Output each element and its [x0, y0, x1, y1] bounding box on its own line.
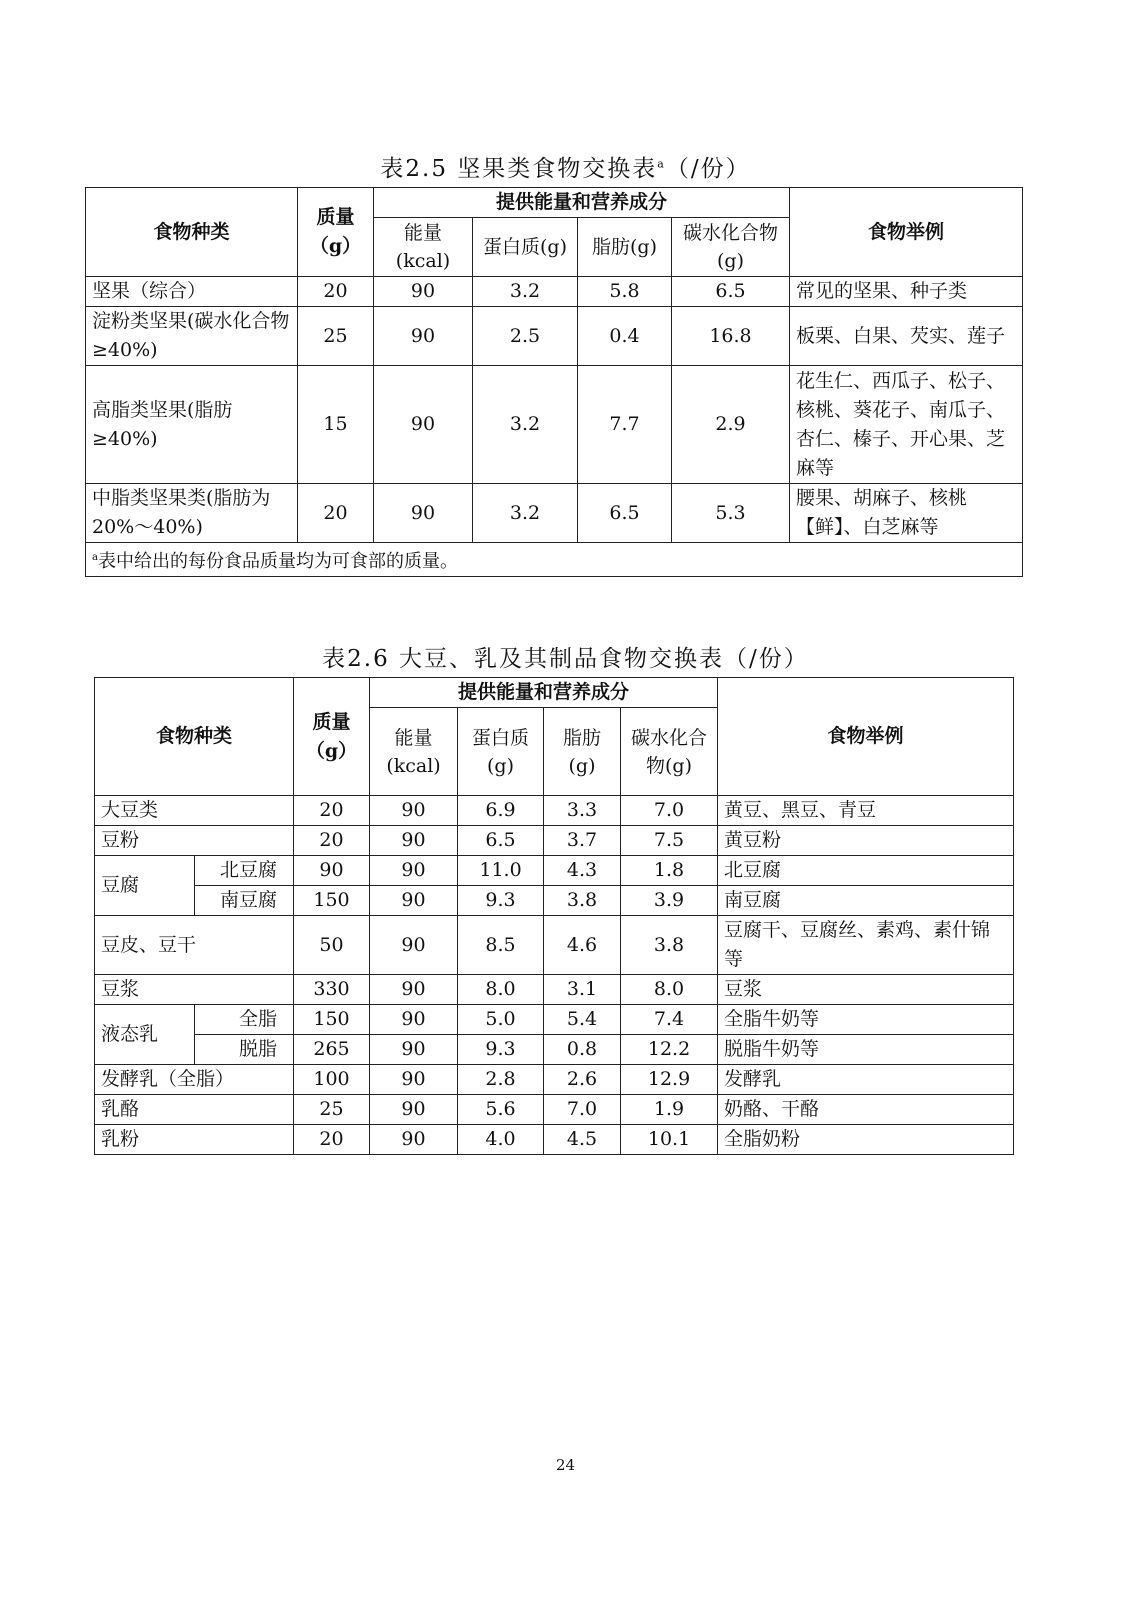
cell-protein: 6.9: [458, 796, 544, 826]
table-row: [95, 826, 1014, 856]
footnote-mark: a: [92, 552, 98, 563]
cell-food-type: 中脂类坚果类(脂肪为 20%～40%): [86, 484, 298, 543]
cell-carb: 12.2: [621, 1035, 718, 1065]
cell-mass: 20: [294, 826, 370, 856]
cell-examples: 板栗、白果、芡实、莲子: [790, 307, 1023, 366]
cell-food-subtype: 北豆腐: [195, 856, 294, 886]
table-row: [95, 856, 1014, 886]
cell-food-type: 坚果（综合）: [86, 277, 298, 307]
title-suffix: （/份）: [665, 156, 751, 182]
cell-protein: 8.5: [458, 916, 544, 975]
header-examples: 食物举例: [718, 678, 1014, 796]
header-protein: 蛋白质(g): [473, 218, 578, 277]
header-food-type: 食物种类: [86, 188, 298, 277]
cell-energy: 90: [370, 886, 458, 916]
page-number: 24: [555, 1456, 576, 1474]
footnote-text: 表中给出的每份食品质量均为可食部的质量。: [97, 551, 458, 572]
title-text: 表2.5 坚果类食物交换表: [380, 156, 658, 182]
header-food-type: 食物种类: [95, 678, 294, 796]
soy-dairy-exchange-table: [94, 677, 1014, 1155]
cell-food-type: 豆浆: [95, 975, 294, 1005]
cell-mass: 20: [294, 1125, 370, 1155]
cell-carb: 7.5: [621, 826, 718, 856]
cell-carb: 1.8: [621, 856, 718, 886]
cell-protein: 4.0: [458, 1125, 544, 1155]
cell-energy: 90: [370, 916, 458, 975]
cell-food-type: 豆粉: [95, 826, 294, 856]
cell-examples: 常见的坚果、种子类: [790, 277, 1023, 307]
cell-protein: 9.3: [458, 886, 544, 916]
cell-protein: 2.8: [458, 1065, 544, 1095]
table-row: [86, 484, 1023, 543]
cell-food-subtype: 全脂: [195, 1005, 294, 1035]
table-row: [95, 975, 1014, 1005]
cell-mass: 20: [298, 277, 374, 307]
cell-protein: 3.2: [473, 366, 578, 484]
cell-fat: 7.0: [544, 1095, 621, 1125]
title-footnote-mark: a: [657, 157, 666, 171]
cell-food-type: 乳酪: [95, 1095, 294, 1125]
cell-energy: 90: [370, 1125, 458, 1155]
table-row: [95, 886, 1014, 916]
cell-examples: 黄豆粉: [718, 826, 1014, 856]
table-row: [95, 1035, 1014, 1065]
cell-mass: 15: [298, 366, 374, 484]
cell-food-type: 大豆类: [95, 796, 294, 826]
cell-mass: 150: [294, 886, 370, 916]
cell-energy: 90: [374, 307, 473, 366]
cell-energy: 90: [370, 1095, 458, 1125]
cell-energy: 90: [370, 1005, 458, 1035]
cell-fat: 4.3: [544, 856, 621, 886]
table-2-5-title: [0, 150, 1131, 183]
cell-fat: 3.7: [544, 826, 621, 856]
header-carb: 碳水化合物(g): [672, 218, 790, 277]
cell-carb: 3.8: [621, 916, 718, 975]
cell-carb: 12.9: [621, 1065, 718, 1095]
cell-fat: 3.1: [544, 975, 621, 1005]
header-fat: 脂肪(g): [544, 708, 621, 796]
header-nutrients-group: 提供能量和营养成分: [370, 678, 718, 708]
header-energy: 能量(kcal): [370, 708, 458, 796]
table-2-6-title: 表2.6 大豆、乳及其制品食物交换表（/份）: [322, 646, 809, 672]
cell-carb: 2.9: [672, 366, 790, 484]
cell-mass: 330: [294, 975, 370, 1005]
cell-fat: 0.4: [578, 307, 672, 366]
header-examples: 食物举例: [790, 188, 1023, 277]
header-energy: 能量(kcal): [374, 218, 473, 277]
cell-mass: 90: [294, 856, 370, 886]
cell-fat: 3.8: [544, 886, 621, 916]
cell-examples: 花生仁、西瓜子、松子、核桃、葵花子、南瓜子、杏仁、榛子、开心果、芝麻等: [790, 366, 1023, 484]
cell-examples: 南豆腐: [718, 886, 1014, 916]
cell-carb: 16.8: [672, 307, 790, 366]
cell-mass: 100: [294, 1065, 370, 1095]
cell-examples: 脱脂牛奶等: [718, 1035, 1014, 1065]
table-row: [95, 1065, 1014, 1095]
cell-protein: 3.2: [473, 277, 578, 307]
cell-food-type: 乳粉: [95, 1125, 294, 1155]
table-row: [86, 366, 1023, 484]
cell-protein: 9.3: [458, 1035, 544, 1065]
cell-carb: 7.4: [621, 1005, 718, 1035]
cell-energy: 90: [370, 856, 458, 886]
cell-energy: 90: [370, 975, 458, 1005]
cell-energy: 90: [374, 277, 473, 307]
cell-fat: 0.8: [544, 1035, 621, 1065]
cell-energy: 90: [370, 1035, 458, 1065]
cell-protein: 6.5: [458, 826, 544, 856]
cell-energy: 90: [374, 484, 473, 543]
cell-energy: 90: [370, 826, 458, 856]
cell-food-type: 发酵乳（全脂）: [95, 1065, 294, 1095]
cell-carb: 6.5: [672, 277, 790, 307]
cell-carb: 5.3: [672, 484, 790, 543]
cell-examples: 发酵乳: [718, 1065, 1014, 1095]
header-protein: 蛋白质(g): [458, 708, 544, 796]
cell-examples: 黄豆、黑豆、青豆: [718, 796, 1014, 826]
cell-protein: 8.0: [458, 975, 544, 1005]
cell-examples: 全脂奶粉: [718, 1125, 1014, 1155]
table-footnote: [86, 543, 1023, 577]
cell-carb: 1.9: [621, 1095, 718, 1125]
table-row: [86, 307, 1023, 366]
cell-mass: 50: [294, 916, 370, 975]
cell-food-type: 豆皮、豆干: [95, 916, 294, 975]
cell-carb: 8.0: [621, 975, 718, 1005]
cell-food-group: 液态乳: [95, 1005, 195, 1065]
nut-exchange-table: [85, 187, 1023, 577]
table-row: [95, 916, 1014, 975]
cell-fat: 3.3: [544, 796, 621, 826]
cell-mass: 25: [298, 307, 374, 366]
cell-fat: 2.6: [544, 1065, 621, 1095]
cell-examples: 豆腐干、豆腐丝、素鸡、素什锦等: [718, 916, 1014, 975]
cell-carb: 10.1: [621, 1125, 718, 1155]
header-nutrients-group: 提供能量和营养成分: [374, 188, 790, 218]
cell-fat: 4.6: [544, 916, 621, 975]
cell-examples: 腰果、胡麻子、核桃【鲜】、白芝麻等: [790, 484, 1023, 543]
cell-fat: 5.4: [544, 1005, 621, 1035]
cell-examples: 全脂牛奶等: [718, 1005, 1014, 1035]
cell-protein: 5.0: [458, 1005, 544, 1035]
cell-energy: 90: [370, 1065, 458, 1095]
cell-carb: 7.0: [621, 796, 718, 826]
cell-food-group: 豆腐: [95, 856, 195, 916]
cell-mass: 265: [294, 1035, 370, 1065]
cell-examples: 奶酪、干酪: [718, 1095, 1014, 1125]
cell-energy: 90: [370, 796, 458, 826]
cell-examples: 北豆腐: [718, 856, 1014, 886]
cell-fat: 4.5: [544, 1125, 621, 1155]
table-row: [95, 796, 1014, 826]
cell-fat: 6.5: [578, 484, 672, 543]
table-row: [95, 1125, 1014, 1155]
cell-mass: 25: [294, 1095, 370, 1125]
cell-food-type: 淀粉类坚果(碳水化合物≥40%): [86, 307, 298, 366]
cell-food-type: 高脂类坚果(脂肪≥40%): [86, 366, 298, 484]
cell-protein: 2.5: [473, 307, 578, 366]
cell-protein: 3.2: [473, 484, 578, 543]
table-row: [95, 1005, 1014, 1035]
header-mass: 质量（g）: [294, 678, 370, 796]
cell-mass: 20: [294, 796, 370, 826]
header-mass: 质量（g）: [298, 188, 374, 277]
cell-protein: 11.0: [458, 856, 544, 886]
cell-fat: 5.8: [578, 277, 672, 307]
cell-mass: 20: [298, 484, 374, 543]
cell-carb: 3.9: [621, 886, 718, 916]
cell-food-subtype: 脱脂: [195, 1035, 294, 1065]
table-row: [86, 277, 1023, 307]
cell-fat: 7.7: [578, 366, 672, 484]
cell-food-subtype: 南豆腐: [195, 886, 294, 916]
cell-examples: 豆浆: [718, 975, 1014, 1005]
header-carb: 碳水化合物(g): [621, 708, 718, 796]
cell-energy: 90: [374, 366, 473, 484]
cell-protein: 5.6: [458, 1095, 544, 1125]
table-row: [95, 1095, 1014, 1125]
header-fat: 脂肪(g): [578, 218, 672, 277]
cell-mass: 150: [294, 1005, 370, 1035]
